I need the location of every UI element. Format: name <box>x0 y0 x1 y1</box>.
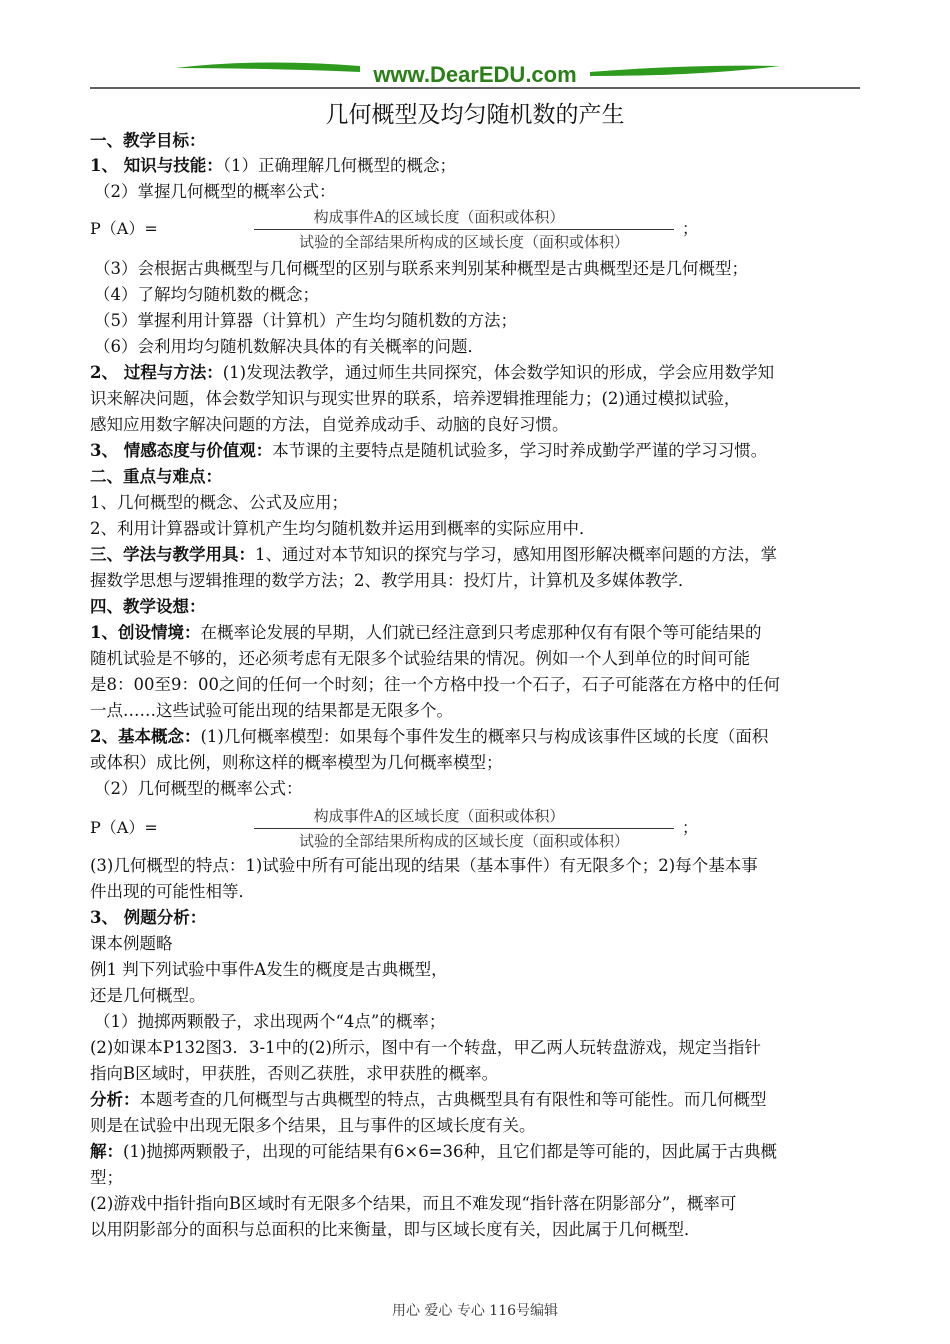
line-text: 例1 判下列试验中事件A发生的概度是古典概型， <box>90 960 448 979</box>
line-text: 件出现的可能性相等． <box>90 882 255 901</box>
text-line <box>94 308 870 334</box>
bold-heading: 一、教学目标： <box>90 131 206 150</box>
text-line <box>90 594 870 620</box>
text-line <box>90 646 870 672</box>
bold-heading: 解： <box>90 1142 123 1161</box>
formula-lhs: P（A）= <box>90 818 158 837</box>
line-text: (1)发现法教学，通过师生共同探究，体会数学知识的形成，学会应用数学知 <box>222 363 775 382</box>
line-text: 则是在试验中出现无限多个结果，且与事件的区域长度有关。 <box>90 1116 536 1135</box>
line-text: （1）正确理解几何概型的概念； <box>222 156 456 175</box>
bold-heading: 二、重点与难点： <box>90 467 222 486</box>
text-line <box>94 334 870 360</box>
text-line <box>90 568 870 594</box>
text-line <box>94 776 870 802</box>
line-text: (3)几何概型的特点：1)试验中所有可能出现的结果（基本事件）有无限多个；2)每个基本事 <box>90 856 758 875</box>
banner-swoosh-right <box>590 66 780 76</box>
formula-tail: ； <box>682 219 699 238</box>
line-text: （4）了解均匀随机数的概念； <box>94 285 319 304</box>
text-line <box>90 750 870 776</box>
text-line <box>90 1087 870 1113</box>
text-line <box>90 360 870 386</box>
formula-tail: ； <box>682 818 699 837</box>
text-line <box>90 905 870 931</box>
text-line <box>94 1009 870 1035</box>
line-text: 还是几何概型。 <box>90 986 206 1005</box>
line-text: （2）几何概型的概率公式： <box>94 779 303 798</box>
text-line <box>90 386 870 412</box>
line-text: 型； <box>90 1168 123 1187</box>
text-line <box>90 1061 870 1087</box>
text-line <box>90 698 870 724</box>
line-text: 2、利用计算器或计算机产生均匀随机数并运用到概率的实际应用中． <box>90 519 596 538</box>
line-text: 感知应用数字解决问题的方法，自觉养成动手、动脑的良好习惯。 <box>90 415 569 434</box>
bold-heading: 1、创设情境： <box>90 623 201 642</box>
line-text: （5）掌握利用计算器（计算机）产生均匀随机数的方法； <box>94 311 517 330</box>
text-line <box>90 620 870 646</box>
line-text: 1、通过对本节知识的探究与学习，感知用图形解决概率问题的方法，掌 <box>255 545 777 564</box>
line-text: (2)游戏中指针指向B区域时有无限多个结果，而且不难发现“指针落在阴影部分”，概率可 <box>90 1194 737 1213</box>
text-line <box>90 153 870 179</box>
text-line <box>90 1113 870 1139</box>
formula-numerator: 构成事件A的区域长度（面积或体积） <box>313 807 565 825</box>
line-text: 或体积）成比例，则称这样的概率模型为几何概率模型； <box>90 753 503 772</box>
line-text: 课本例题略 <box>90 934 173 953</box>
text-line <box>90 1217 870 1243</box>
line-text: 一点……这些试验可能出现的结果都是无限多个。 <box>90 701 453 720</box>
line-text: （1）抛掷两颗骰子，求出现两个“4点”的概率； <box>94 1012 446 1031</box>
formula-denominator: 试验的全部结果所构成的区域长度（面积或体积） <box>298 233 629 251</box>
text-line <box>90 128 870 154</box>
probability-formula <box>90 206 699 252</box>
line-text: 本题考查的几何概型与古典概型的特点，古典概型具有有限性和等可能性。而几何概型 <box>139 1090 767 1109</box>
text-line <box>90 464 870 490</box>
formula-bar <box>254 229 674 230</box>
line-text: 识来解决问题，体会数学知识与现实世界的联系，培养逻辑推理能力；(2)通过模拟试验， <box>90 389 741 408</box>
text-line <box>90 957 870 983</box>
formula-denominator: 试验的全部结果所构成的区域长度（面积或体积） <box>298 832 629 850</box>
text-line <box>90 931 870 957</box>
text-line <box>94 256 870 282</box>
line-text: (2)如课本P132图3．3-1中的(2)所示，图中有一个转盘，甲乙两人玩转盘游戏，规定当指针 <box>90 1038 761 1057</box>
formula-numerator: 构成事件A的区域长度（面积或体积） <box>313 208 565 226</box>
line-text: 随机试验是不够的，还必须考虑有无限多个试验结果的情况。例如一个人到单位的时间可能 <box>90 649 750 668</box>
text-line <box>90 542 870 568</box>
text-line <box>90 412 870 438</box>
bold-heading: 分析： <box>90 1090 140 1109</box>
banner-swoosh-left <box>175 62 360 72</box>
text-line <box>90 853 870 879</box>
text-line <box>90 490 870 516</box>
page-title: 几何概型及均匀随机数的产生 <box>325 102 625 128</box>
bold-heading: 3、 例题分析： <box>90 908 207 927</box>
line-text: 以用阴影部分的面积与总面积的比来衡量，即与区域长度有关，因此属于几何概型． <box>90 1220 701 1239</box>
text-line <box>90 1165 870 1191</box>
text-line <box>90 879 870 905</box>
text-line <box>94 282 870 308</box>
text-line <box>90 516 870 542</box>
text-line <box>90 1191 870 1217</box>
bold-heading: 2、基本概念： <box>90 727 201 746</box>
line-text: （2）掌握几何概型的概率公式： <box>94 182 336 201</box>
line-text: 本节课的主要特点是随机试验多，学习时养成勤学严谨的学习习惯。 <box>272 441 768 460</box>
text-line <box>90 1139 870 1165</box>
line-text: 1、几何概型的概念、公式及应用； <box>90 493 348 512</box>
line-text: 是8：00至9：00之间的任何一个时刻；往一个方格中投一个石子，石子可能落在方格中的任何 <box>90 675 780 694</box>
page-footer: 用心 爱心 专心 116号编辑 <box>391 1303 559 1319</box>
text-line <box>94 179 870 205</box>
bold-heading: 3、 情感态度与价值观： <box>90 441 273 460</box>
header-banner <box>0 0 950 100</box>
line-text: （6）会利用均匀随机数解决具体的有关概率的问题． <box>94 337 484 356</box>
bold-heading: 1、 知识与技能： <box>90 156 223 175</box>
line-text: 在概率论发展的早期，人们就已经注意到只考虑那种仅有有限个等可能结果的 <box>200 623 762 642</box>
line-text: (1)几何概率模型：如果每个事件发生的概率只与构成该事件区域的长度（面积 <box>200 727 769 746</box>
line-text: 握数学思想与逻辑推理的数学方法；2、教学用具：投灯片，计算机及多媒体教学． <box>90 571 695 590</box>
text-line <box>90 983 870 1009</box>
line-text: （3）会根据古典概型与几何概型的区别与联系来判别某种概型是古典概型还是几何概型； <box>94 259 748 278</box>
line-text: (1)抛掷两颗骰子，出现的可能结果有6×6=36种，且它们都是等可能的，因此属于古典概 <box>123 1142 778 1161</box>
bold-heading: 四、教学设想： <box>90 597 206 616</box>
formula-lhs: P（A）= <box>90 219 158 238</box>
text-line <box>90 724 870 750</box>
site-logo: www.DearEDU.com <box>373 62 577 87</box>
text-line <box>90 438 870 464</box>
bold-heading: 2、 过程与方法： <box>90 363 223 382</box>
text-line <box>90 1035 870 1061</box>
line-text: 指向B区域时，甲获胜，否则乙获胜，求甲获胜的概率。 <box>90 1064 499 1083</box>
bold-heading: 三、学法与教学用具： <box>90 545 255 564</box>
probability-formula <box>90 805 699 851</box>
formula-bar <box>254 828 674 829</box>
text-line <box>90 672 870 698</box>
